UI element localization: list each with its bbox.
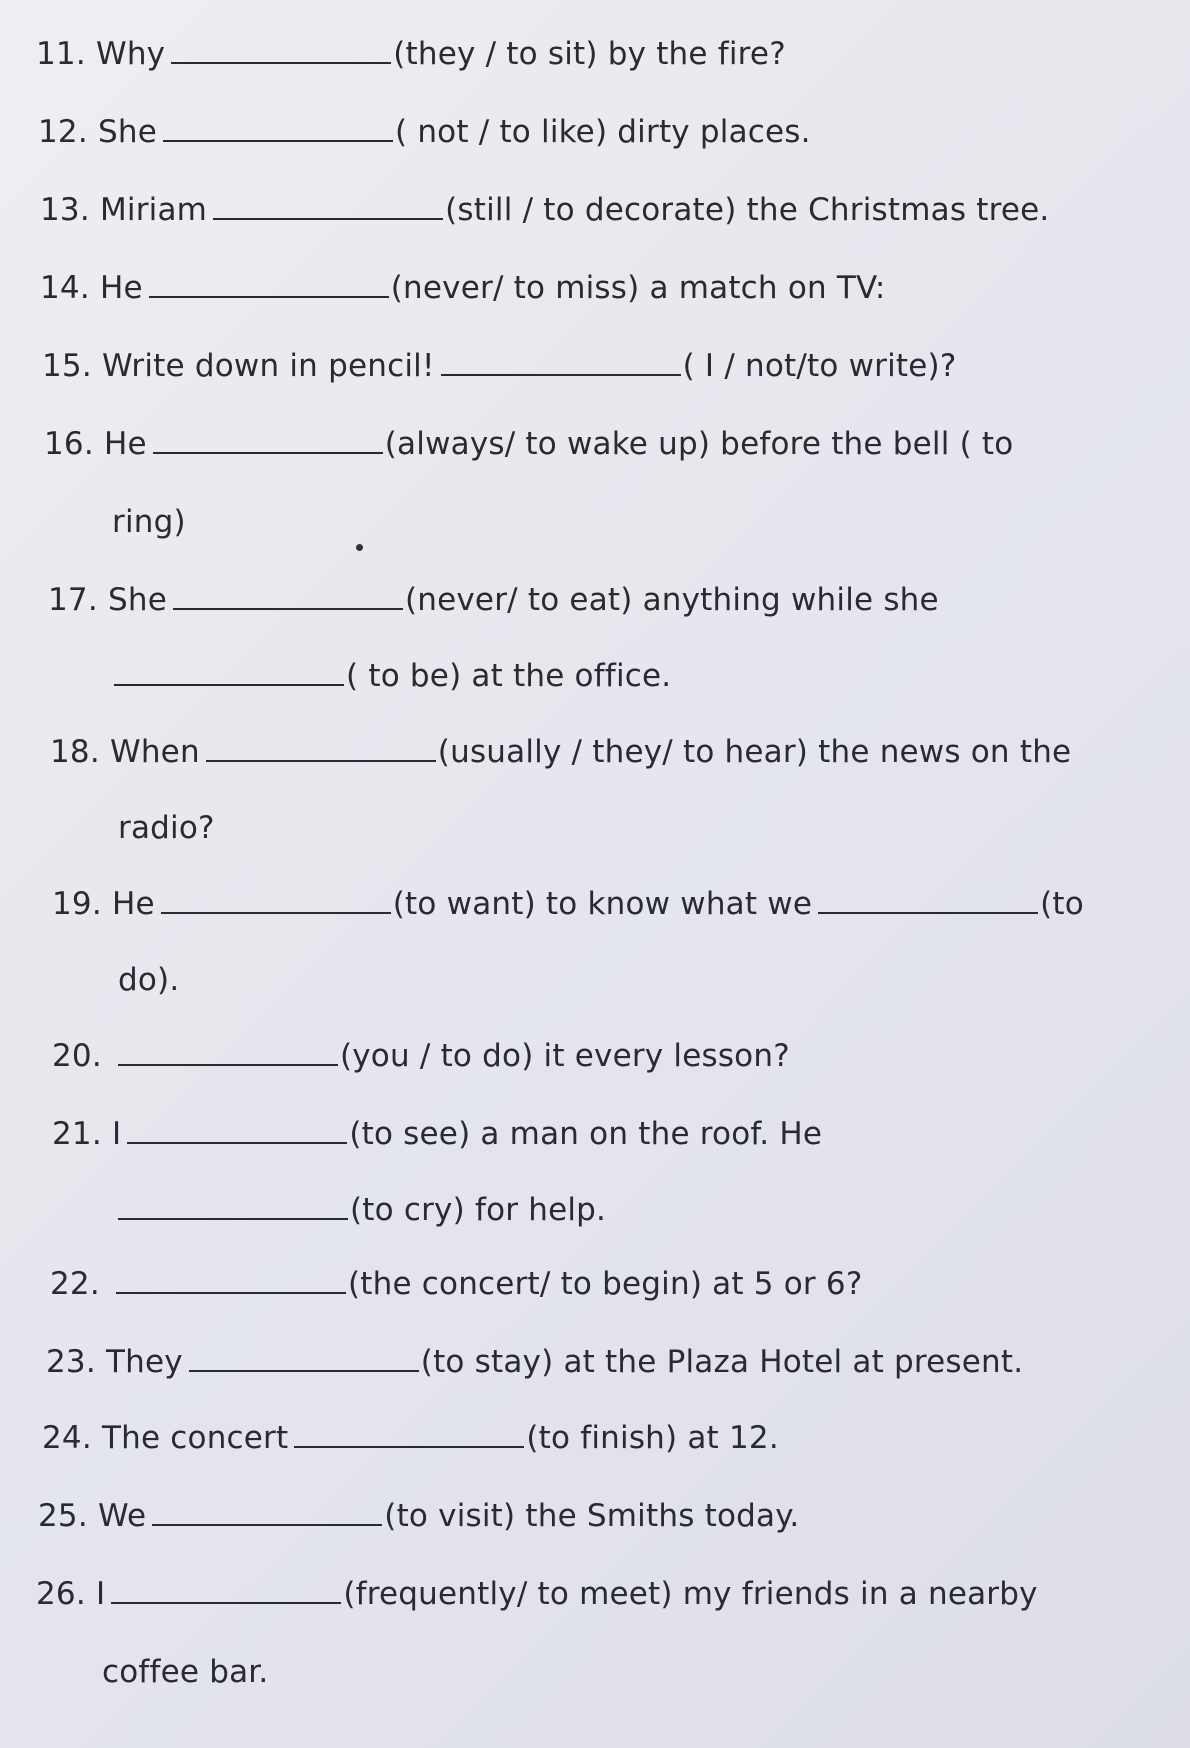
exercise-item-12: [38, 112, 811, 152]
item-number: 17.: [48, 582, 98, 618]
answer-blank[interactable]: [818, 890, 1038, 914]
answer-blank[interactable]: [114, 662, 344, 686]
answer-blank[interactable]: [149, 274, 389, 298]
exercise-item-19-continuation: [118, 960, 179, 1000]
item-text-before: They: [105, 1344, 183, 1380]
item-continuation-text: (to cry) for help.: [350, 1192, 607, 1228]
item-number: 23.: [46, 1344, 96, 1380]
exercise-item-18-continuation: [118, 808, 215, 848]
item-continuation-text: do).: [118, 962, 180, 998]
item-continuation-text: ring): [112, 504, 186, 540]
ink-dot: [356, 544, 363, 551]
answer-blank[interactable]: [171, 40, 391, 64]
exercise-item-25: [38, 1496, 799, 1536]
item-text-before: We: [97, 1498, 147, 1534]
answer-blank[interactable]: [441, 352, 681, 376]
answer-blank[interactable]: [116, 1270, 346, 1294]
exercise-item-20: [52, 1036, 790, 1076]
item-number: 11.: [36, 36, 86, 72]
item-number: 19.: [52, 886, 102, 922]
item-continuation-text: coffee bar.: [102, 1654, 269, 1690]
item-text-before: I: [111, 1116, 122, 1152]
item-text-before: Miriam: [99, 192, 208, 228]
exercise-item-18: [50, 732, 1071, 772]
answer-blank[interactable]: [111, 1580, 341, 1604]
exercise-item-14: [40, 268, 886, 308]
item-text-before: When: [109, 734, 200, 770]
answer-blank[interactable]: [294, 1424, 524, 1448]
item-text-after: (always/ to wake up) before the bell ( to: [384, 426, 1014, 462]
exercise-item-17: [48, 580, 939, 620]
exercise-item-11: [36, 34, 786, 74]
item-number: 24.: [42, 1420, 92, 1456]
answer-blank[interactable]: [189, 1348, 419, 1372]
item-text-after: ( not / to like) dirty places.: [394, 114, 811, 150]
item-text-after: (the concert/ to begin) at 5 or 6?: [347, 1266, 863, 1302]
answer-blank[interactable]: [163, 118, 393, 142]
item-number: 12.: [38, 114, 88, 150]
item-text-before: He: [111, 886, 155, 922]
exercise-item-24: [42, 1418, 779, 1458]
item-text-after: (to stay) at the Plaza Hotel at present.: [420, 1344, 1024, 1380]
answer-blank[interactable]: [213, 196, 443, 220]
exercise-item-19: [52, 884, 1084, 924]
exercise-item-26: [36, 1574, 1038, 1614]
item-number: 25.: [38, 1498, 88, 1534]
answer-blank[interactable]: [118, 1042, 338, 1066]
item-number: 26.: [36, 1576, 86, 1612]
item-text-after: (to want) to know what we: [392, 886, 813, 922]
item-text-before: The concert: [101, 1420, 289, 1456]
item-text-before: She: [107, 582, 167, 618]
exercise-item-16: [44, 424, 1013, 464]
answer-blank[interactable]: [118, 1196, 348, 1220]
item-text-before: Write down in pencil!: [101, 348, 435, 384]
exercise-item-16-continuation: [112, 502, 186, 542]
exercise-item-21: [52, 1114, 822, 1154]
item-text-before: She: [97, 114, 157, 150]
exercise-item-26-continuation: [102, 1652, 268, 1692]
item-number: 15.: [42, 348, 92, 384]
answer-blank[interactable]: [152, 1502, 382, 1526]
answer-blank[interactable]: [153, 430, 383, 454]
item-text-after: (never/ to eat) anything while she: [404, 582, 939, 618]
item-text-before: Why: [95, 36, 166, 72]
exercise-item-23: [46, 1342, 1023, 1382]
item-number: 13.: [40, 192, 90, 228]
answer-blank[interactable]: [161, 890, 391, 914]
item-number: 21.: [52, 1116, 102, 1152]
item-text-after-2: (to: [1040, 886, 1084, 922]
item-text-after: (to see) a man on the roof. He: [349, 1116, 823, 1152]
item-number: 14.: [40, 270, 90, 306]
item-number: 22.: [50, 1266, 100, 1302]
answer-blank[interactable]: [206, 738, 436, 762]
exercise-item-22: [50, 1264, 863, 1304]
item-text-before: He: [103, 426, 147, 462]
item-text-after: (never/ to miss) a match on TV:: [390, 270, 886, 306]
item-text-before: He: [99, 270, 143, 306]
item-text-after: (to finish) at 12.: [526, 1420, 779, 1456]
item-number: 20.: [52, 1038, 102, 1074]
item-text-after: ( I / not/to write)?: [682, 348, 957, 384]
item-text-after: (frequently/ to meet) my friends in a nearby: [343, 1576, 1038, 1612]
item-text-after: (still / to decorate) the Christmas tree.: [445, 192, 1050, 228]
item-continuation-text: radio?: [118, 810, 215, 846]
answer-blank[interactable]: [173, 586, 403, 610]
exercise-item-13: [40, 190, 1049, 230]
item-text-after: (usually / they/ to hear) the news on the: [437, 734, 1072, 770]
item-continuation-text: ( to be) at the office.: [346, 658, 672, 694]
answer-blank[interactable]: [127, 1120, 347, 1144]
item-text-after: (they / to sit) by the fire?: [393, 36, 786, 72]
exercise-item-17-continuation: [114, 656, 671, 696]
item-text-after: (you / to do) it every lesson?: [339, 1038, 790, 1074]
exercise-item-15: [42, 346, 957, 386]
item-text-before: I: [95, 1576, 106, 1612]
exercise-item-21-continuation: [118, 1190, 606, 1230]
item-number: 18.: [50, 734, 100, 770]
item-text-after: (to visit) the Smiths today.: [384, 1498, 800, 1534]
item-number: 16.: [44, 426, 94, 462]
